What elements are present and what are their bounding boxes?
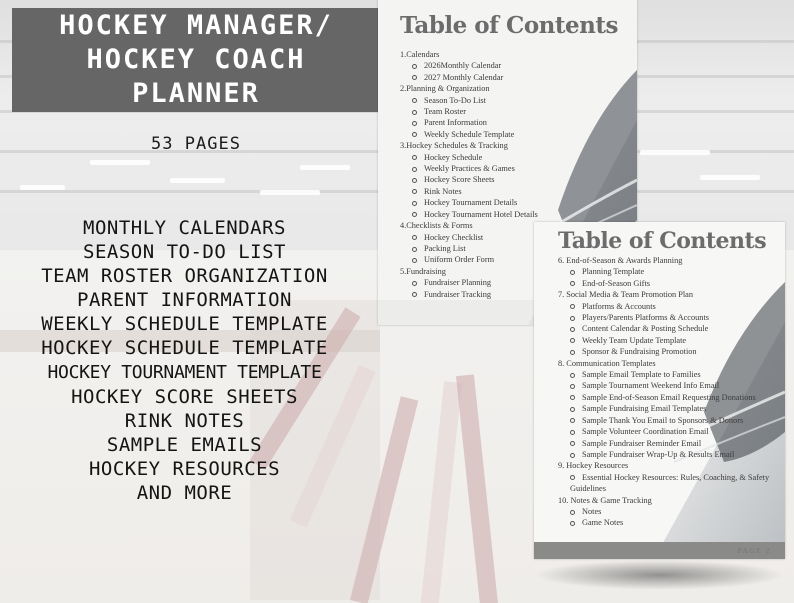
toc-section: 4.Checklists & Forms [400, 221, 473, 231]
toc-item: Hockey Tournament Details [400, 197, 538, 208]
toc-item: Team Roster [400, 106, 538, 117]
toc-item: Rink Notes [400, 186, 538, 197]
toc-item: Sample Fundraiser Reminder Email [558, 438, 775, 449]
toc-item: Platforms & Accounts [558, 301, 775, 312]
banner-line-1: HOCKEY MANAGER/ [59, 10, 333, 41]
toc-item: Sample Volunteer Coordination Email [558, 426, 775, 437]
feature-item: WEEKLY SCHEDULE TEMPLATE [41, 313, 328, 336]
toc-item: Weekly Schedule Template [400, 129, 538, 140]
feature-item: SEASON TO-DO LIST [83, 241, 286, 264]
toc-section: 8. Communication Templates [558, 358, 656, 368]
toc-section: 9. Hockey Resources [558, 461, 629, 471]
toc-item: Players/Parents Platforms & Accounts [558, 312, 775, 323]
toc-section: 7. Social Media & Team Promotion Plan [558, 290, 693, 300]
toc-item: Sponsor & Fundraising Promotion [558, 346, 775, 357]
toc-item: Season To-Do List [400, 95, 538, 106]
feature-item: HOCKEY RESOURCES [88, 457, 281, 480]
feature-item: HOCKEY TOURNAMENT TEMPLATE [47, 361, 322, 383]
toc-item: Sample Email Template to Families [558, 369, 775, 380]
feature-list [12, 216, 357, 505]
feature-item: RINK NOTES [124, 409, 245, 432]
toc-item: Hockey Checklist [400, 232, 538, 243]
toc-title: Table of Contents [400, 12, 618, 39]
toc-section: 10. Notes & Game Tracking [558, 495, 652, 505]
toc-item: End-of-Season Gifts [558, 278, 775, 289]
toc-section: 6. End-of-Season & Awards Planning [558, 256, 683, 265]
toc-item: 2026Monthly Calendar [400, 60, 538, 71]
banner-line-3: PLANNER [132, 78, 260, 109]
feature-item: TEAM ROSTER ORGANIZATION [41, 265, 328, 288]
toc-item: Packing List [400, 243, 538, 254]
page-number: PAGE 2 [737, 546, 771, 555]
feature-item: SAMPLE EMAILS [106, 433, 263, 456]
toc-title: Table of Contents [558, 228, 767, 254]
toc-item: Sample End-of-Season Email Requesting Donations [558, 392, 775, 403]
toc-item: 2027 Monthly Calendar [400, 72, 538, 83]
toc-item: Sample Thank You Email to Sponsors & Donors [558, 415, 775, 426]
toc-item: Hockey Score Sheets [400, 174, 538, 185]
feature-item: PARENT INFORMATION [77, 289, 292, 312]
toc-section: 2.Planning & Organization [400, 84, 490, 94]
toc-item: Sample Fundraiser Wrap-Up & Results Email [558, 449, 775, 460]
toc-item: Fundraiser Tracking [400, 289, 538, 300]
feature-item: AND MORE [136, 482, 233, 505]
feature-item: HOCKEY SCHEDULE TEMPLATE [41, 337, 328, 360]
toc-item: Weekly Practices & Games [400, 163, 538, 174]
toc-list [400, 49, 538, 300]
title-banner [12, 8, 380, 112]
toc-section: 3.Hockey Schedules & Tracking [400, 141, 508, 151]
page-shadow [534, 560, 785, 590]
toc-item: Sample Fundraising Email Templates [558, 403, 775, 414]
toc-item: Sample Tournament Weekend Info Email [558, 380, 775, 391]
toc-list [558, 255, 775, 529]
toc-section: 5.Fundraising [400, 266, 446, 276]
toc-item: Hockey Schedule [400, 152, 538, 163]
banner-line-2: HOCKEY COACH [86, 44, 306, 75]
toc-item: Fundraiser Planning [400, 277, 538, 288]
toc-item: Planning Template [558, 266, 775, 277]
toc-item: Weekly Team Update Template [558, 335, 775, 346]
toc-item: Uniform Order Form [400, 254, 538, 265]
toc-item: Hockey Tournament Hotel Details [400, 209, 538, 220]
toc-item: Essential Hockey Resources: Rules, Coaching, & Safety Guidelines [558, 472, 775, 495]
feature-item: HOCKEY SCORE SHEETS [71, 385, 298, 408]
toc-item: Game Notes [558, 517, 775, 528]
feature-item: MONTHLY CALENDARS [83, 217, 286, 239]
toc-section: 1.Calendars [400, 50, 440, 59]
toc-item: Parent Information [400, 117, 538, 128]
toc-item: Notes [558, 506, 775, 517]
toc-item: Content Calendar & Posting Schedule [558, 323, 775, 334]
page-count: 53 PAGES [151, 134, 241, 154]
toc-page-2 [534, 222, 785, 559]
